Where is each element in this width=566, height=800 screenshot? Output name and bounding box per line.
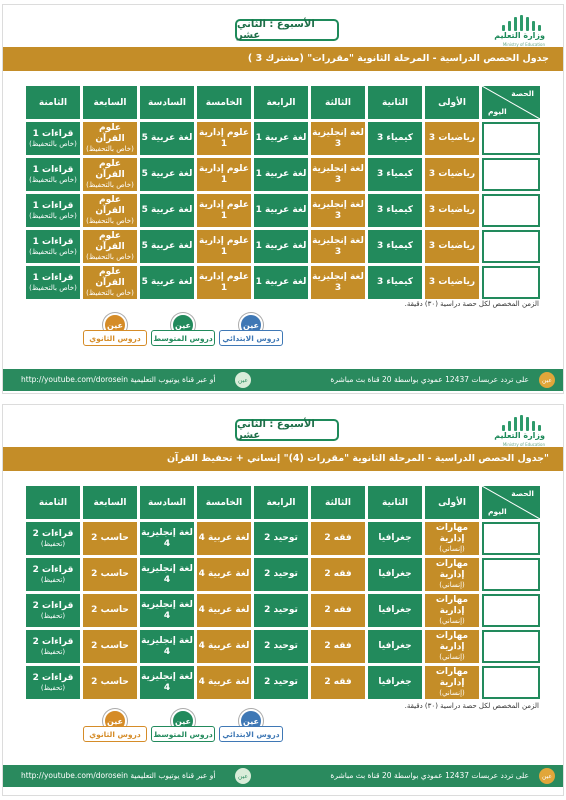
subject-name: لغة إنجليزية 4: [141, 671, 193, 693]
subject-name: مهارات إدارية: [435, 559, 469, 580]
schedule-page-1: [2, 4, 564, 394]
subject-cell: [197, 194, 251, 227]
subject-name: كيمياء 3: [377, 133, 413, 143]
subject-cell: [311, 266, 365, 299]
ein-icon: عين: [539, 372, 555, 388]
subject-name: جغرافيا: [378, 641, 412, 651]
subject-cell: [254, 158, 308, 191]
subject-note: (خاص بالتحفيظ): [86, 217, 134, 225]
subject-name: لغة إنجليزية 3: [312, 235, 364, 257]
subject-cell: [83, 266, 137, 299]
duration-note: الزمن المخصص لكل حصة دراسية (٣٠) دقيقة.: [404, 300, 539, 308]
logo-subtitle: Ministry of Education: [502, 42, 545, 47]
subject-name: لغة عربية 4: [198, 641, 250, 651]
subject-note: (تحفيظ): [40, 575, 66, 584]
day-label: الثـلاثـاء: [482, 194, 540, 227]
subject-cell: [140, 558, 194, 591]
period-header: الخامسة: [197, 86, 251, 119]
period-header: الخامسة: [197, 486, 251, 519]
period-header: السابعة: [83, 86, 137, 119]
header-row: [26, 486, 540, 519]
period-header: الأولى: [425, 486, 479, 519]
subject-name: جغرافيا: [378, 605, 412, 615]
ein-icon: عين: [103, 313, 127, 337]
subject-cell: [83, 558, 137, 591]
subject-cell: [425, 666, 479, 699]
subject-note: (إنساني): [439, 653, 465, 661]
subject-name: قراءات 1: [32, 200, 74, 211]
ein-icon: عين: [103, 709, 127, 733]
day-label: الأحـد: [482, 122, 540, 155]
period-header: الثالثة: [311, 486, 365, 519]
subject-cell: [425, 558, 479, 591]
subject-cell: [254, 230, 308, 263]
subject-name: فقه 2: [324, 569, 352, 579]
schedule-row: [26, 122, 540, 155]
schedule-table: [23, 83, 543, 302]
duration-note: الزمن المخصص لكل حصة دراسية (٣٠) دقيقة.: [404, 702, 539, 710]
badge-label: دروس المتوسط: [151, 726, 215, 742]
subject-cell: [83, 122, 137, 155]
subject-note: (خاص بالتحفيظ): [86, 145, 134, 153]
subject-cell: [83, 230, 137, 263]
subject-cell: [368, 158, 422, 191]
subject-name: قراءات 1: [32, 272, 74, 283]
subject-name: لغة عربية 4: [198, 533, 250, 543]
subject-name: جغرافيا: [378, 677, 412, 687]
day-label: الثـلاثـاء: [482, 594, 540, 627]
ein-icon: عين: [539, 768, 555, 784]
subject-name: رياضيات 3: [428, 205, 476, 215]
subject-name: قراءات 2: [32, 528, 74, 539]
subject-cell: [140, 266, 194, 299]
subject-name: لغة عربية 1: [255, 133, 307, 143]
schedule-row: [26, 266, 540, 299]
subject-name: مهارات إدارية: [435, 523, 469, 544]
subject-cell: [83, 158, 137, 191]
subject-note: (إنساني): [439, 617, 465, 625]
logo-bars-icon: [497, 15, 541, 31]
subject-cell: [254, 558, 308, 591]
subject-note: (خاص بالتحفيظ): [29, 283, 77, 292]
subject-name: حاسب 2: [91, 533, 129, 543]
subject-name: علوم إدارية 1: [198, 199, 249, 221]
schedule-row: [26, 158, 540, 191]
subject-cell: [368, 266, 422, 299]
subject-name: لغة إنجليزية 3: [312, 163, 364, 185]
subject-cell: [368, 522, 422, 555]
subject-name: فقه 2: [324, 641, 352, 651]
subject-cell: [368, 594, 422, 627]
subject-name: فقه 2: [324, 533, 352, 543]
subject-name: قراءات 1: [32, 236, 74, 247]
schedule-row: [26, 666, 540, 699]
ein-icon: عين: [239, 709, 263, 733]
subject-cell: [425, 122, 479, 155]
subject-cell: [26, 194, 80, 227]
subject-cell: [140, 594, 194, 627]
schedule-row: [26, 630, 540, 663]
subject-cell: [254, 666, 308, 699]
badge-label: دروس المتوسط: [151, 330, 215, 346]
subject-cell: [26, 630, 80, 663]
subject-cell: [425, 230, 479, 263]
corner-day-label: اليوم: [488, 507, 507, 516]
logo-subtitle: Ministry of Education: [502, 442, 545, 447]
subject-cell: [425, 630, 479, 663]
subject-cell: [83, 666, 137, 699]
subject-name: لغة عربية 5: [141, 205, 193, 215]
subject-cell: [311, 558, 365, 591]
subject-name: لغة عربية 4: [198, 569, 250, 579]
subject-name: قراءات 1: [32, 164, 74, 175]
subject-cell: [425, 266, 479, 299]
subject-name: مهارات إدارية: [435, 595, 469, 616]
lesson-badges: [83, 313, 283, 355]
subject-note: (خاص بالتحفيظ): [29, 139, 77, 148]
subject-cell: [197, 230, 251, 263]
subject-note: (تحفيظ): [40, 683, 66, 692]
lesson-badges: [83, 709, 283, 751]
subject-name: لغة عربية 4: [198, 605, 250, 615]
subject-cell: [311, 122, 365, 155]
header-row: [26, 86, 540, 119]
period-header: السادسة: [140, 86, 194, 119]
subject-cell: [311, 158, 365, 191]
subject-note: (خاص بالتحفيظ): [29, 211, 77, 220]
subject-cell: [197, 594, 251, 627]
subject-note: (خاص بالتحفيظ): [29, 175, 77, 184]
tv-frequency: على تردد عربسات 12437 عمودي بواسطة 20 قناة بث مباشرة: [330, 375, 529, 384]
subject-cell: [140, 522, 194, 555]
subject-cell: [83, 522, 137, 555]
subject-cell: [311, 194, 365, 227]
schedule-title: جدول الحصص الدراسية - المرحلة الثانوية "مقررات" (مشترك 3 ): [247, 53, 549, 64]
subject-cell: [26, 666, 80, 699]
subject-name: كيمياء 3: [377, 277, 413, 287]
subject-name: لغة إنجليزية 4: [141, 563, 193, 585]
subject-cell: [254, 630, 308, 663]
subject-cell: [425, 522, 479, 555]
subject-note: (تحفيظ): [40, 611, 66, 620]
period-header: الثالثة: [311, 86, 365, 119]
badge-label: دروس الابتدائي: [219, 330, 283, 346]
corner-cell: [482, 86, 540, 119]
subject-name: توحيد 2: [264, 605, 298, 615]
subject-note: (تحفيظ): [40, 539, 66, 548]
subject-name: قراءات 1: [32, 128, 74, 139]
subject-name: لغة إنجليزية 3: [312, 199, 364, 221]
period-header: الأولى: [425, 86, 479, 119]
subject-cell: [254, 522, 308, 555]
subject-cell: [26, 230, 80, 263]
period-header: الثانية: [368, 86, 422, 119]
week-label: الأسبوع : الثاني عشر: [235, 419, 339, 441]
subject-cell: [26, 522, 80, 555]
subject-name: رياضيات 3: [428, 133, 476, 143]
subject-name: قراءات 2: [32, 600, 74, 611]
logo-bars-icon: [497, 415, 541, 431]
subject-note: (خاص بالتحفيظ): [86, 253, 134, 261]
badge-secondary[interactable]: [83, 313, 147, 355]
subject-name: علوم القرآن: [95, 267, 125, 288]
badge-primary[interactable]: [219, 709, 283, 751]
subject-cell: [140, 230, 194, 263]
subject-name: لغة إنجليزية 4: [141, 527, 193, 549]
subject-name: لغة عربية 1: [255, 169, 307, 179]
schedule-row: [26, 522, 540, 555]
subject-cell: [197, 666, 251, 699]
subject-name: توحيد 2: [264, 677, 298, 687]
subject-name: كيمياء 3: [377, 205, 413, 215]
subject-name: لغة عربية 5: [141, 169, 193, 179]
subject-name: لغة عربية 4: [198, 677, 250, 687]
subject-cell: [197, 558, 251, 591]
corner-cell: [482, 486, 540, 519]
badge-intermediate[interactable]: [151, 313, 215, 355]
subject-cell: [425, 194, 479, 227]
subject-name: مهارات إدارية: [435, 631, 469, 652]
subject-cell: [26, 594, 80, 627]
channel-icon: عين: [235, 768, 251, 784]
subject-name: قراءات 2: [32, 564, 74, 575]
subject-name: توحيد 2: [264, 569, 298, 579]
subject-name: فقه 2: [324, 605, 352, 615]
subject-name: حاسب 2: [91, 677, 129, 687]
subject-name: علوم القرآن: [95, 231, 125, 252]
subject-cell: [197, 522, 251, 555]
badge-label: دروس الثانوي: [83, 330, 147, 346]
subject-cell: [26, 266, 80, 299]
subject-cell: [140, 666, 194, 699]
schedule-row: [26, 558, 540, 591]
subject-cell: [83, 194, 137, 227]
day-label: الأربعـاء: [482, 230, 540, 263]
subject-cell: [368, 666, 422, 699]
badge-intermediate[interactable]: [151, 709, 215, 751]
subject-name: لغة عربية 5: [141, 241, 193, 251]
day-label: الخميس: [482, 266, 540, 299]
subject-note: (خاص بالتحفيظ): [29, 247, 77, 256]
subject-cell: [368, 122, 422, 155]
subject-cell: [311, 666, 365, 699]
subject-name: قراءات 2: [32, 636, 74, 647]
subject-name: لغة عربية 1: [255, 205, 307, 215]
subject-cell: [311, 522, 365, 555]
subject-cell: [83, 630, 137, 663]
subject-cell: [26, 158, 80, 191]
subject-name: جغرافيا: [378, 569, 412, 579]
youtube-link[interactable]: http://youtube.com/dorosein أو عبر قناة يوتيوب التعليمية: [21, 375, 216, 384]
tv-frequency: على تردد عربسات 12437 عمودي بواسطة 20 قناة بث مباشرة: [330, 771, 529, 780]
subject-cell: [26, 122, 80, 155]
subject-cell: [254, 266, 308, 299]
subject-name: قراءات 2: [32, 672, 74, 683]
subject-name: لغة إنجليزية 4: [141, 635, 193, 657]
youtube-link[interactable]: http://youtube.com/dorosein أو عبر قناة يوتيوب التعليمية: [21, 771, 216, 780]
subject-cell: [254, 122, 308, 155]
corner-period-label: الحصة: [511, 489, 534, 498]
subject-name: رياضيات 3: [428, 277, 476, 287]
subject-name: علوم إدارية 1: [198, 235, 249, 257]
subject-cell: [254, 194, 308, 227]
subject-cell: [83, 594, 137, 627]
subject-name: لغة عربية 5: [141, 133, 193, 143]
schedule-title-banner: [3, 47, 563, 71]
subject-name: لغة إنجليزية 3: [312, 127, 364, 149]
day-label: الإثنيـن: [482, 558, 540, 591]
subject-name: علوم إدارية 1: [198, 163, 249, 185]
day-label: الأربعـاء: [482, 630, 540, 663]
subject-name: حاسب 2: [91, 641, 129, 651]
footer-bar: [3, 765, 563, 787]
badge-secondary[interactable]: [83, 709, 147, 751]
footer-bar: [3, 369, 563, 391]
subject-cell: [254, 594, 308, 627]
logo-title: وزارة التعليم: [494, 431, 545, 440]
subject-cell: [197, 630, 251, 663]
subject-name: حاسب 2: [91, 569, 129, 579]
subject-cell: [26, 558, 80, 591]
logo-title: وزارة التعليم: [494, 31, 545, 40]
subject-name: لغة عربية 1: [255, 277, 307, 287]
schedule-title: جدول الحصص الدراسية - المرحلة الثانوية "مقررات (4)" إنساني + تحفيظ القرآن": [166, 453, 549, 464]
subject-note: (إنساني): [439, 545, 465, 553]
subject-cell: [311, 230, 365, 263]
subject-cell: [368, 194, 422, 227]
subject-note: (خاص بالتحفيظ): [86, 289, 134, 297]
ein-icon: عين: [239, 313, 263, 337]
period-header: الثانية: [368, 486, 422, 519]
schedule-table: [23, 483, 543, 702]
badge-label: دروس الابتدائي: [219, 726, 283, 742]
subject-name: علوم إدارية 1: [198, 271, 249, 293]
subject-cell: [197, 158, 251, 191]
channel-icon: عين: [235, 372, 251, 388]
subject-name: لغة إنجليزية 3: [312, 271, 364, 293]
subject-name: لغة عربية 5: [141, 277, 193, 287]
subject-cell: [197, 122, 251, 155]
schedule-row: [26, 194, 540, 227]
schedule-title-banner: [3, 447, 563, 471]
subject-note: (إنساني): [439, 581, 465, 589]
schedule-row: [26, 230, 540, 263]
badge-label: دروس الثانوي: [83, 726, 147, 742]
schedule-row: [26, 594, 540, 627]
subject-name: توحيد 2: [264, 533, 298, 543]
subject-cell: [368, 630, 422, 663]
subject-cell: [140, 194, 194, 227]
subject-name: كيمياء 3: [377, 169, 413, 179]
period-header: الرابعة: [254, 86, 308, 119]
subject-cell: [368, 230, 422, 263]
period-header: الرابعة: [254, 486, 308, 519]
day-label: الأحـد: [482, 522, 540, 555]
subject-cell: [311, 630, 365, 663]
schedule-page-2: [2, 404, 564, 796]
subject-cell: [425, 158, 479, 191]
period-header: السابعة: [83, 486, 137, 519]
subject-name: علوم القرآن: [95, 159, 125, 180]
subject-cell: [140, 158, 194, 191]
subject-name: جغرافيا: [378, 533, 412, 543]
subject-name: لغة عربية 1: [255, 241, 307, 251]
subject-cell: [197, 266, 251, 299]
ein-icon: عين: [171, 709, 195, 733]
subject-name: لغة إنجليزية 4: [141, 599, 193, 621]
subject-name: علوم القرآن: [95, 195, 125, 216]
subject-note: (تحفيظ): [40, 647, 66, 656]
subject-cell: [425, 594, 479, 627]
subject-name: توحيد 2: [264, 641, 298, 651]
subject-name: رياضيات 3: [428, 241, 476, 251]
subject-note: (إنساني): [439, 689, 465, 697]
day-label: الإثنيـن: [482, 158, 540, 191]
subject-name: كيمياء 3: [377, 241, 413, 251]
badge-primary[interactable]: [219, 313, 283, 355]
subject-cell: [368, 558, 422, 591]
subject-name: حاسب 2: [91, 605, 129, 615]
subject-cell: [140, 122, 194, 155]
subject-cell: [140, 630, 194, 663]
period-header: الثامنة: [26, 486, 80, 519]
subject-name: مهارات إدارية: [435, 667, 469, 688]
subject-name: علوم إدارية 1: [198, 127, 249, 149]
corner-period-label: الحصة: [511, 89, 534, 98]
period-header: الثامنة: [26, 86, 80, 119]
subject-name: فقه 2: [324, 677, 352, 687]
period-header: السادسة: [140, 486, 194, 519]
subject-note: (خاص بالتحفيظ): [86, 181, 134, 189]
corner-day-label: اليوم: [488, 107, 507, 116]
subject-name: رياضيات 3: [428, 169, 476, 179]
week-label: الأسبوع : الثاني عشر: [235, 19, 339, 41]
subject-name: علوم القرآن: [95, 123, 125, 144]
ein-icon: عين: [171, 313, 195, 337]
day-label: الخميس: [482, 666, 540, 699]
subject-cell: [311, 594, 365, 627]
